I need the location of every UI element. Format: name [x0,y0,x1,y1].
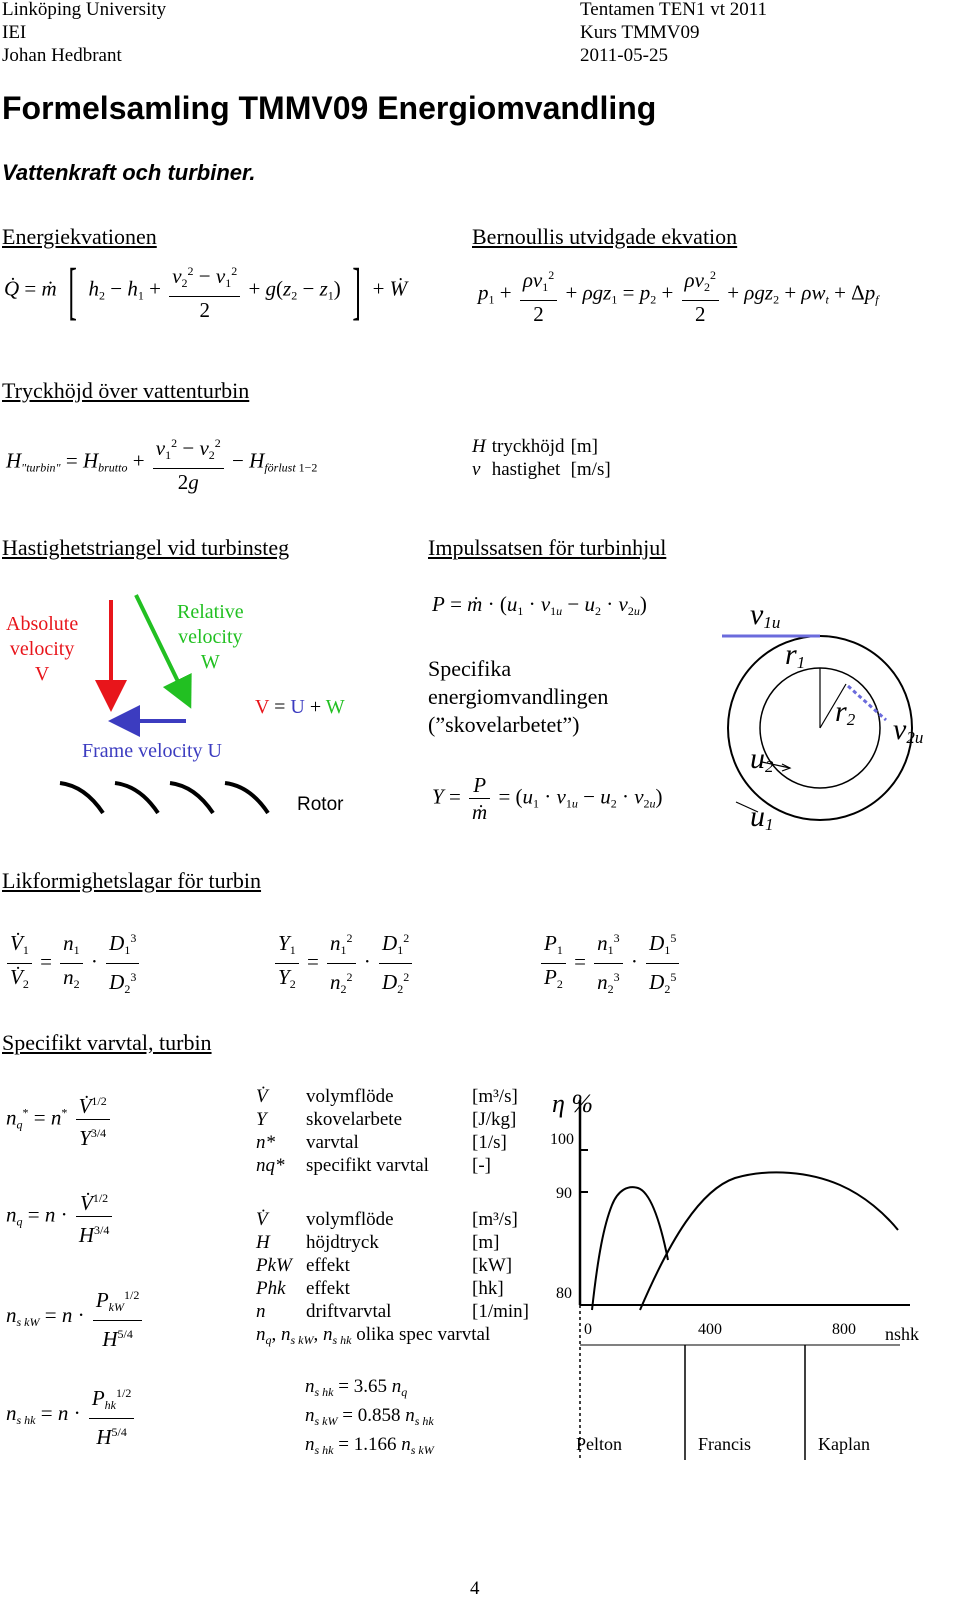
r2-subscript: 2 [846,710,856,729]
legend-unit: [-] [472,1155,491,1176]
similarity-work-equation: $\frac{Y_1}{Y_2}$ = $\frac{n_1^2}{n_2^2}$ · $\frac{D_1^2}{D_2^2}$ [272,925,415,1002]
legend-specific-speed-2 [256,1208,535,1352]
graph-ytick-80: 80 [556,1285,572,1302]
vector-v: V [255,696,270,718]
legend-symbol: Y [256,1109,267,1130]
legend-text: hastighet [491,459,561,480]
header-author: Johan Hedbrant [2,45,122,66]
legend-symbol: PkW [256,1255,292,1276]
section-impulse: Impulssatsen för turbinhjul [428,535,667,560]
graph-frame [580,1100,910,1460]
vector-plus: + [304,696,326,718]
legend-text: tryckhöjd [491,436,565,457]
graph-xtick-800: 800 [832,1321,856,1338]
pelton-curve [592,1187,668,1310]
graph-type-kaplan: Kaplan [818,1434,870,1454]
legend-text: volymflöde [306,1086,394,1107]
specific-energy-text [428,655,608,739]
legend-symbol: V̇ [256,1209,268,1230]
legend-row [256,1277,535,1300]
header-left [2,0,166,67]
u2-subscript: 2 [765,757,774,776]
pressure-head-legend [472,435,617,481]
header-right [580,0,767,67]
section-pressure-head: Tryckhöjd över vattenturbin [2,378,250,403]
legend-unit: [m] [570,436,598,457]
legend-unit: [J/kg] [472,1109,517,1130]
legend-text: volymflöde [306,1209,394,1230]
page-subtitle: Vattenkraft och turbiner. [2,160,256,185]
legend-row [256,1300,535,1323]
legend-unit: [1/min] [472,1301,529,1322]
legend-text: effekt [306,1255,350,1276]
legend-row [256,1085,524,1108]
legend-symbol: v [472,459,481,480]
section-specific-speed: Specifikt varvtal, turbin [2,1030,212,1055]
absolute-label-line: velocity [9,638,75,660]
blade-work-equation: Y = $\frac{P}{\text{ṁ}}$ = $(u_1 \cdot v_{1u} - u_2 \cdot v_{2u})$ [432,773,663,824]
legend-row [256,1208,535,1231]
header-date: 2011-05-25 [580,45,668,66]
energy-equation: Q̇ = ṁ [ $h_2 - h_1$ + $\frac{v_2^2 - v_1^2}{2}$ + $g(z_2 - z_1)$ ] + Ẇ [4,254,408,326]
legend-row [256,1108,524,1131]
vector-u: U [290,696,305,718]
conversion-factor: = 1.166 [338,1434,397,1455]
legend-symbol: V̇ [256,1086,268,1107]
v2u-subscript: 2u [906,728,924,747]
absolute-label-line: Absolute [6,613,79,635]
graph-xtick-0: 0 [584,1321,592,1338]
conversion-row: $n_{s hk} = 1.166$ $n_{s kW}$ [305,1434,434,1457]
vector-equals: = [269,696,291,718]
similarity-power-equation: $\frac{P_1}{P_2}$ = $\frac{n_1^3}{n_2^3}$ · $\frac{D_1^5}{D_2^5}$ [538,925,682,1002]
label-v2u [893,713,923,748]
frame-velocity-label: Frame velocity U [82,740,222,762]
section-energy-equation: Energiekvationen [2,224,157,249]
legend-unit: [1/s] [472,1132,507,1153]
legend-text: varvtal [306,1132,359,1153]
legend-summary-text: olika spec varvtal [356,1324,491,1345]
legend-row [472,435,617,458]
vector-w: W [325,696,345,718]
v2u-symbol: v [893,713,907,746]
page-number: 4 [470,1578,480,1599]
specific-speed-nskw: $n_{s kW} = n$ · $\frac{P_{kW}^{1/2}}{H^{5/4}}$ [6,1282,145,1352]
legend-unit: [kW] [472,1255,513,1276]
legend-symbol: H [472,436,486,457]
section-bernoulli: Bernoullis utvidgade ekvation [472,224,738,249]
legend-unit: [m³/s] [472,1086,518,1107]
specific-speed-nq: $n_q = n$ · $\frac{V̇^{1/2}}{H^{3/4}}$ [6,1185,115,1248]
relative-label-line: Relative [177,601,244,623]
u1-symbol: u [750,800,765,833]
label-v1u [750,598,780,633]
legend-row [256,1254,535,1277]
legend-text: effekt [306,1278,350,1299]
legend-symbol: n* [256,1132,275,1153]
header-university: Linköping University [2,0,167,20]
header-exam: Tentamen TEN1 vt 2011 [580,0,768,20]
efficiency-graph [540,1080,940,1470]
graph-xlabel: nshk [885,1324,920,1344]
legend-unit: [hk] [472,1278,504,1299]
relative-velocity-label [177,600,244,675]
power-equation: P = ṁ · $(u_1 \cdot v_{1u} - u_2 \cdot v_{2u})$ [432,592,647,618]
legend-symbol: n [256,1301,266,1322]
label-u2 [750,742,774,777]
graph-ylabel: η % [552,1089,594,1118]
legend-text: skovelarbete [306,1109,403,1130]
specific-speed-nq-star: $n_q^* = n^*$ $\frac{V̇^{1/2}}{Y^{3/4}}$ [6,1088,113,1151]
conversion-row: $n_{s hk} = 3.65$ $n_q$ [305,1376,408,1399]
legend-unit: [m/s] [570,459,611,480]
conversion-factor: = 0.858 [342,1405,401,1426]
vector-sum-equation [255,696,345,719]
absolute-label-line: V [34,663,50,685]
rotor-blades [60,783,268,813]
section-velocity-triangle: Hastighetstriangel vid turbinsteg [2,535,290,560]
legend-specific-speed-summary: $n_q$, $n_{s kW}$, $n_{s hk}$ olika spec varvtal [256,1324,491,1347]
graph-type-francis: Francis [698,1434,751,1454]
graph-xtick-400: 400 [698,1321,722,1338]
legend-row [256,1131,524,1154]
legend-text: höjdtryck [306,1232,379,1253]
r1-subscript: 1 [796,653,806,672]
relative-label-line: W [200,651,220,673]
legend-row [472,458,617,481]
legend-symbol: nq* [256,1155,285,1176]
graph-type-pelton: Pelton [576,1434,623,1454]
legend-row [256,1231,535,1254]
header-institute: IEI [2,22,27,43]
u2-symbol: u [750,742,765,775]
v1u-subscript: 1u [763,613,781,632]
legend-unit: [m] [472,1232,500,1253]
legend-symbol: Phk [256,1278,286,1299]
legend-specific-speed-1 [256,1085,524,1177]
section-similarity-laws: Likformighetslagar för turbin [2,868,262,893]
legend-symbol: H [256,1232,270,1253]
similarity-flow-equation: $\frac{V̇_1}{V̇_2}$ = $\frac{n_1}{n_2}$ · $\frac{D_1^3}{D_2^3}$ [4,925,142,1002]
rotor-label: Rotor [297,794,344,815]
graph-ytick-90: 90 [556,1185,572,1202]
impulse-text-line: Specifika [428,656,512,681]
v1u-symbol: v [750,598,764,631]
legend-unit: [m³/s] [472,1209,518,1230]
legend-row [256,1154,524,1177]
legend-text: driftvarvtal [306,1301,392,1322]
conversion-row: $n_{s kW} = 0.858$ $n_{s hk}$ [305,1405,434,1428]
graph-ytick-100: 100 [550,1131,574,1148]
label-r2 [835,695,855,730]
impulse-text-line: energiomvandlingen [428,684,609,709]
label-r1 [785,638,805,673]
r1-symbol: r [785,638,797,671]
u1-subscript: 1 [765,815,774,834]
impulse-text-line: (”skovelarbetet”) [428,712,580,737]
pressure-head-equation: $H_{"turbin"} = H_{brutto}$ + $\frac{v_1^2 - v_2^2}{2g}$ − $H_{förlust 1-2}$ [6,430,317,495]
header-course: Kurs TMMV09 [580,22,700,43]
conversion-relations [305,1375,434,1462]
relative-label-line: velocity [178,626,243,648]
conversion-factor: = 3.65 [338,1376,387,1397]
r2-symbol: r [835,695,847,728]
bernoulli-equation: $p_1$ + $\frac{\rho v_1^2}{2}$ + $\rho gz_1 = p_2$ + $\frac{\rho v_2^2}{2}$ + $\rho gz_2 + \rho w_t + \Delta p_f$ [478,262,879,327]
specific-speed-nshk: $n_{s hk} = n$ · $\frac{P_{hk}^{1/2}}{H^{5/4}}$ [6,1380,137,1450]
label-u1 [750,800,774,835]
absolute-velocity-label [6,612,78,687]
francis-kaplan-curve [640,1172,898,1310]
page-title: Formelsamling TMMV09 Energiomvandling [2,90,657,126]
legend-text: specifikt varvtal [306,1155,429,1176]
